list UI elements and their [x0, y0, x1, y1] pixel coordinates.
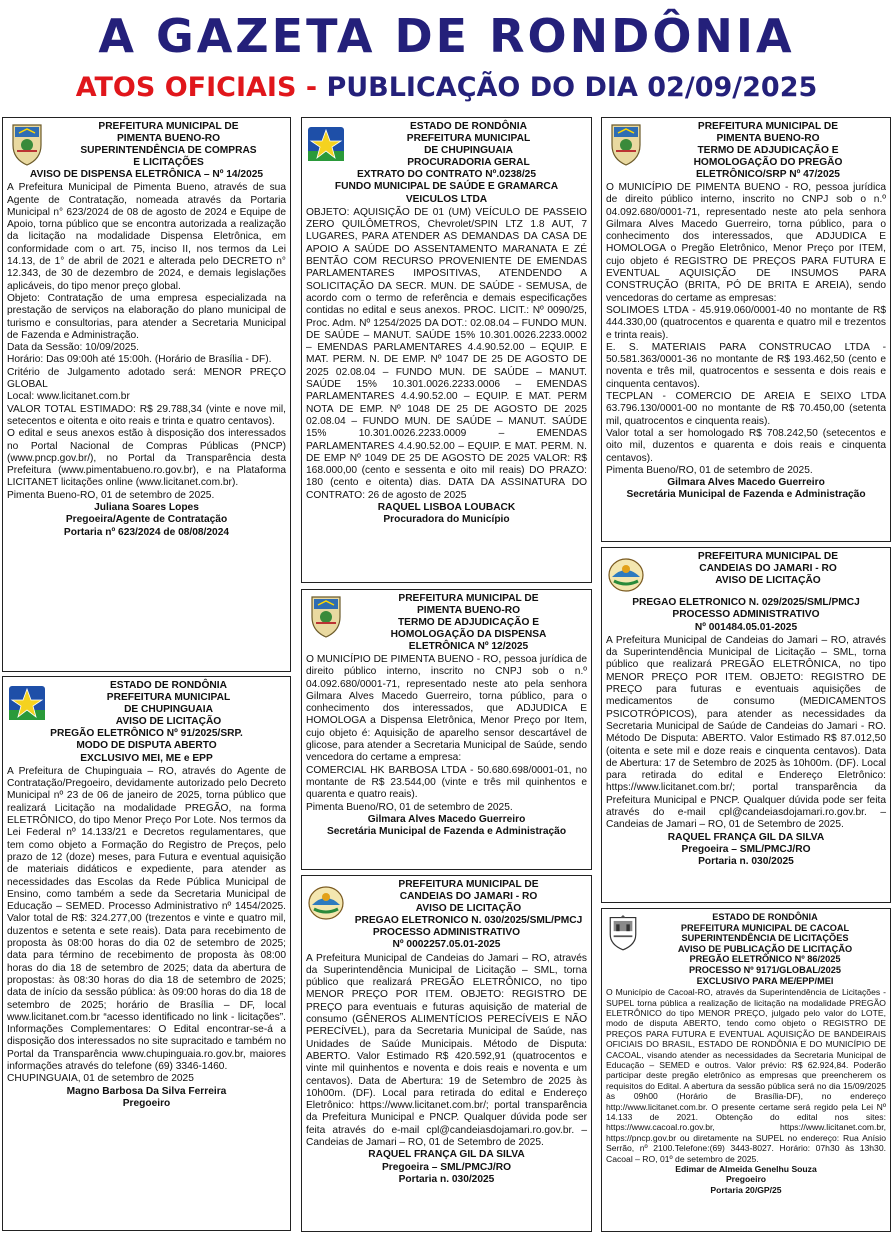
signer-name: Edimar de Almeida Genelhu Souza	[675, 1164, 817, 1175]
header-line: HOMOLOGAÇÃO DA DISPENSA	[390, 629, 547, 640]
signature-block	[7, 1086, 286, 1111]
header-line: SUPERINTENDÊNCIA DE COMPRAS	[80, 145, 257, 156]
header-line: EXCLUSIVO MEI, ME e EPP	[80, 752, 213, 764]
header-line: PREFEITURA MUNICIPAL DE	[398, 879, 539, 890]
paragraph: O edital e seus anexos estão à disposição dos interessados no Portal Nacional de Compras Públicas (PNCP) (www.pncp.gov.br/), no Portal da Transparência desta Prefeitura (www.pimentabueno.ro.gov.br), e na Plataforma LICITANET licitações online (www.licitanet.com.br).	[7, 428, 286, 489]
paragraph: O MUNICÍPIO DE PIMENTA BUENO - RO, pessoa jurídica de direito público interno, inscrito no CNPJ sob o n.º 04.092.680/0001-71, representado neste ato pela senhora Gilmara Alves Macedo Guerreiro, torna público, para o conhecimento dos interessados, que ADJUDICA E HOMOLOGA o Pregão Eletrônico, Menor Preço por ITEM, cujo objeto é REGISTRO DE PREÇOS PARA FUTURA E EVENTUAL AQUISIÇÃO DE INSUMOS PARA CONSTRUÇÃO (BRITA, PÓ DE BRITA E AREIA), sendo vencedoras do certame as empresas:	[606, 182, 886, 304]
paragraph: A Prefeitura Municipal de Pimenta Bueno, através de sua Agente de Contratação, nomeada através da Portaria Municipal n° 623/2024 de 08 de agosto de 2024 e Equipe de Apoio, torna público que se encontra autorizada a realização da licitação na modalidade Dispensa Eletrônica, em conformidade com o art. 75, inciso II, nos termos da Lei 14.13, de 1° de abril de 2021 e alterada pelo DECRETO n° 12.343, de 30 de dezembro de 2024, e demais legislações aplicáveis, do tipo menor preço global.	[7, 182, 286, 292]
notice-body	[7, 766, 286, 1086]
signer-ordinance: Portaria n. 030/2025	[398, 1173, 495, 1185]
signer-name: RAQUEL LISBOA LOUBACK	[377, 502, 516, 514]
paragraph: O Município de Cacoal-RO, através da Superintendência de Licitações - SUPEL torna pública a realização de licitação na modalidade PREGÃO ELETRÔNICO do tipo MENOR PREÇO, julgado pelo valor do LOTE, modo de disputa ABERTO, tendo como objeto o REGISTRO DE PREÇOS PARA FUTURA E EVENTUAL AQUISIÇÃO DE BANDEIRAIS OFICIAIS DO BRASIL, ESTADO DE RONDÔNIA E DO MUNICÍPIO DE CACOAL, visando atender as necessidades da Secretaria Municipal de Educação – SEMED e outros. Valor prévio: R$ 62.924,84. Poderão participar deste pregão eletrônico as empresas que preencherem os requisitos do Edital. A abertura da sessão pública será no dia 15/09/2025 às 09h00 (Horário de Brasília-DF), no endereço http://www.licitanet.com.br. O presente certame será regido pela Lei Nº 14.133 de 2021. Obtenção do edital nos sites: https://www.cacoal.ro.gov.br, https://www.licitanet.com.br, https://pncp.gov.br ou diretamente na SUPEL no endereço: Rua Anísio Serrão, nº 2100.Telefone:(69) 3443-8027. Horário: 07h30 às 13h30. Cacoal – RO, 01º de setembro de 2025.	[606, 987, 886, 1164]
signer-role: Pregoeiro	[122, 1097, 171, 1109]
paragraph: Critério de Julgamento adotado será: MENOR PREÇO GLOBAL	[7, 366, 286, 391]
paragraph: A Prefeitura Municipal de Candeias do Jamari – RO, através da Superintendência Municipal de Licitação – SML, torna público que realizará PREGÃO ELETRÔNICA, no tipo MENOR PREÇO POR ITEM. OBJETO: REGISTRO DE PREÇO para futuras e eventuais aquisições de medicamentos de consumo (MEDICAMENTOS PSICOTRÓPICOS), para atender as necessidades da Secretaria Municipal de Saúde de Candeias do Jamari - RO. Método De Disputa: ABERTO. Valor Estimado R$ 87.012,50 (oitenta e sete mil e doze reais e cinquenta centavos). Data de Abertura: 17 de Setembro de 2025 às 10h00m. (DF). Local para retirada do edital e Endereço Eletrônico: https://www.licitanet.com.br/; portal transparência da Prefeitura Municipal e PNCP. Qualquer dúvida pode ser feita através do e-mail cpl@candeiasdojamari.ro.gov.br. – Candeias de Jamari – RO, 01 de Setembro de 2025.	[606, 634, 886, 831]
header-line: TERMO DE ADJUDICAÇÃO E	[697, 145, 839, 156]
signature-block	[606, 1164, 886, 1195]
paragraph: A Prefeitura de Chupinguaia – RO, através do Agente de Contratação/Pregoeiro, devidamente autorizado pelo Decreto Municipal nº 23 de 06 de janeiro de 2025, torna público que realizará Licitação na modalidade PREGÃO, na forma ELETRÔNICO, do tipo Menor Preço Por Lote. Nos termos da Lei Federal nº 14.133/21 e Decretos regulamentares, que tem como objeto a Formação do Registro de Preços, pelo prazo de 12 (doze) meses, para Futura e eventual aquisição de materiais didáticos e expediente, para atender as necessidades das Escolas da Rede Pública Municipal de Ensino, como também a sede da Secretaria Municipal de Educação – SEMED. Processo Administrativo nº 1454/2025. Valor total de R$: 324.277,00 (trezentos e vinte e quatro mil, duzentos e setenta e sete reais). Data para recebimento de proposta às 08:00 horas do dia 02 de setembro de 2025; data para término de recebimento de proposta às 08:00 horas do dia 18 de setembro de 2025; data da abertura de propostas: às 08:30 horas do dia 18 de setembro de 2025; data de início da sessão pública: às 09:00 horas do dia 18 de setembro de 2025; horário de Brasília – DF, local www.licitanet.com.br “acesso identificado no link - licitações”. Informações Complementares: O Edital encontrar-se-á a disposição dos interessados no site supracitado e também no Portal da Transparência www.chupinguaia.ro.gov.br, maiores informações através do telefone (69) 3346-1460.	[7, 765, 286, 1073]
notice-candeias-pregao-030	[301, 875, 592, 1232]
notice-pimenta-bueno-homologacao-dispensa-12	[301, 589, 592, 870]
header-line: HOMOLOGAÇÃO DO PREGÃO	[693, 157, 843, 168]
header-line: PREFEITURA MUNICIPAL DE	[697, 121, 839, 132]
header-line: DE CHUPINGUAIA	[124, 704, 213, 715]
signer-role: Pregoeiro	[725, 1174, 767, 1185]
signer-name: RAQUEL FRANÇA GIL DA SILVA	[667, 831, 825, 843]
paragraph: Objeto: Contratação de uma empresa especializada na prestação de serviços na elaboração do plano municipal de turismo e consultorias, para atender a Secretaria Municipal de Fazenda e Administração.	[7, 292, 286, 341]
signer-name: Gilmara Alves Macedo Guerreiro	[667, 477, 825, 489]
pimenta-bueno-crest-icon	[306, 593, 346, 639]
notice-body	[306, 953, 587, 1150]
paragraph: E. S. MATERIAIS PARA CONSTRUCAO LTDA - 50.581.363/0001-36 no montante de R$ 193.462,50 (cento e noventa e três mil, quatrocentos e sessenta e dois reais e cinquenta centavos).	[606, 341, 886, 390]
rondonia-star-icon	[306, 121, 346, 167]
candeias-crest-icon	[306, 879, 346, 925]
header-line: PREGAO ELETRONICO N. 029/2025/SML/PMCJ	[632, 597, 860, 608]
notice-header	[650, 121, 886, 181]
signature-block	[306, 1149, 587, 1186]
notice-title	[306, 169, 587, 206]
signature-block	[606, 477, 886, 502]
candeias-crest-icon	[606, 551, 646, 597]
notice-body	[606, 987, 886, 1164]
header-line: E LICITAÇÕES	[133, 157, 204, 168]
header-line: PIMENTA BUENO-RO	[116, 133, 220, 144]
notice-title	[306, 927, 587, 952]
notice-header	[650, 551, 886, 587]
newspaper-title: A GAZETA DE RONDÔNIA	[98, 9, 795, 63]
paragraph: COMERCIAL HK BARBOSA LTDA - 50.680.698/0001-01, no montante de R$ 23.544,00 (vinte e três mil quinhentos e quarenta e quatro reais).	[306, 764, 587, 801]
header-line: EXCLUSIVO PARA ME/EPP/MEI	[696, 975, 834, 986]
paragraph: O MUNICÍPIO DE PIMENTA BUENO - RO, pessoa jurídica de direito público interno, inscrito no CNPJ sob o n.º 04.092.680/0001-71, representado neste ato pela senhora Gilmara Alves Macedo Guerreiro, torna público, para o conhecimento dos interessados, que ADJUDICA E HOMOLOGA a Dispensa Eletrônica, Menor Preço por Item, cujo objeto é: Aquisição de aparelho sensor descartável de glicose, para atender a Secretaria Municipal de Saúde, sendo vencedora do certame a empresa:	[306, 654, 587, 764]
header-line: PREFEITURA MUNICIPAL	[406, 133, 531, 144]
header-line: PROCESSO ADMINISTRATIVO	[372, 927, 521, 938]
paragraph: OBJETO: AQUISIÇÃO DE 01 (UM) VEÍCULO DE PASSEIO ZERO QUILÔMETROS, Chevrolet/SPIN LTZ 1.8 AUT, 7 LUGARES, PARA ATENDER AS DEMANDAS DA CASA DE APOIO A SAÚDE DO ASSENTAMENTO MARANATA E ZÉ BENTÃO COM RECURSO PROVENIENTE DE EMENDAS PARLAMENTARES IMPOSITIVAS, ATENDENDO A SOLICITAÇÃO DA SECR. MUN. DE SAÚDE - SEMUSA, de acordo com o termo de referência e demais especificações contidas no edital e seus anexos. PROC. LICIT.: Nº 0090/25, Proc. Adm. Nº 1254/2025 DA DOT.: 02.08.04 – FUNDO MUN. DE SAÚDE – MANUT. SAÚDE 15% 10.301.0026.2233.0002 – EMENDAS PARLAMENTARES 4.4.90.52.00 – EQUIP. E MAT. PERM. N. DE EMP. Nº 1047 DE 25 DE AGOSTO DE 2025 02.08.04 – FUNDO MUN. DE SAÚDE – MANUT. SAÚDE 15% 10.301.0026.2233.0006 – EMENDAS PARLAMENTARES 4.4.90.52.00 – EQUIP. E MAT. PERM NOTA DE EMP. Nº 1048 DE 25 DE AGOSTO DE 2025 02.08.04 – FUNDO MUN. DE SAÚDE – MANUT. SAÚDE 15% 10.301.0026.2233.0009 – EMENDAS PARLAMENTARES 4.4.90.52.00 – EQUIP. E MAT. PERM. N. DE EMP Nº 1049 DE 25 DE AGOSTO DE 2025 VALOR: R$ 168.000,00 (cento e sessenta e oito mil reais) DO PRAZO: 180 (cento e oitenta) dias. DATA DA ASSINATURA DO CONTRATO: 26 de agosto de 2025	[306, 206, 587, 501]
notice-candeias-pregao-029	[601, 547, 891, 903]
signer-role: Pregoeira – SML/PMCJ/RO	[681, 843, 811, 855]
notice-title	[606, 597, 886, 634]
notice-pimenta-bueno-homologacao-pregao-47	[601, 117, 891, 542]
signer-ordinance: Portaria nº 623/2024 de 08/08/2024	[63, 526, 230, 538]
paragraph: VALOR TOTAL ESTIMADO: R$ 29.788,34 (vinte e nove mil, setecentos e oitenta e oito reais e trinta e quatro centavos).	[7, 403, 286, 427]
paragraph: Local: www.licitanet.com.br	[7, 391, 130, 403]
header-line: ESTADO DE RONDÔNIA	[110, 680, 227, 691]
notice-cacoal-pregao-86	[601, 908, 891, 1232]
header-line: PROCESSO ADMINISTRATIVO	[672, 609, 820, 621]
signer-name: RAQUEL FRANÇA GIL DA SILVA	[368, 1149, 525, 1161]
signer-role: Procuradora do Município	[383, 514, 510, 526]
header-line: Nº 001484.05.01-2025	[694, 621, 798, 633]
signer-name: Magno Barbosa Da Silva Ferreira	[66, 1085, 227, 1097]
paragraph: Pimenta Bueno/RO, 01 de setembro de 2025.	[606, 464, 813, 476]
notice-title	[7, 728, 286, 765]
notice-pimenta-bueno-dispensa-14	[2, 117, 291, 672]
header-line: PREFEITURA MUNICIPAL DE	[398, 593, 539, 604]
header-line: EXTRATO DO CONTRATO Nº.0238/25	[356, 169, 537, 180]
rondonia-star-icon	[7, 680, 47, 726]
signer-role: Secretária Municipal de Fazenda e Administração	[626, 489, 866, 501]
paragraph: Pimenta Bueno/RO, 01 de setembro de 2025.	[306, 801, 513, 813]
notice-header	[350, 879, 587, 927]
header-line: MODO DE DISPUTA ABERTO	[76, 740, 217, 752]
paragraph: Pimenta Bueno-RO, 01 de setembro de 2025.	[7, 489, 215, 501]
signer-role: Secretária Municipal de Fazenda e Administração	[326, 826, 567, 838]
notice-body	[7, 182, 286, 502]
notice-header	[644, 912, 886, 986]
header-line: VEICULOS LTDA	[405, 193, 488, 205]
notice-body	[306, 654, 587, 814]
signer-role: Pregoeira/Agente de Contratação	[65, 514, 228, 526]
header-line: ESTADO DE RONDÔNIA	[410, 121, 527, 132]
header-line: DE CHUPINGUAIA	[424, 145, 513, 156]
publication-date-label: PUBLICAÇÃO DO DIA 02/09/2025	[326, 72, 818, 103]
paragraph: TECPLAN - COMERCIO DE AREIA E SEIXO LTDA 63.796.130/0001-00 no montante de R$ 70.450,00 (setenta mil, quatrocentos e cinquenta reais).	[606, 391, 886, 427]
separator: -	[296, 72, 327, 103]
cacoal-crest-icon	[606, 912, 640, 952]
notice-chupinguaia-pregao-91	[2, 676, 291, 1231]
signature-block	[306, 814, 587, 839]
header-line: FUNDO MUNICIPAL DE SAÚDE E GRAMARCA	[334, 181, 559, 193]
masthead	[0, 0, 893, 112]
notice-header	[51, 680, 286, 728]
paragraph: A Prefeitura Municipal de Candeias do Jamari – RO, através da Superintendência Municipal de Licitação – SML, torna público que realizará PREGÃO ELETRÔNICO, no tipo MENOR PREÇO POR ITEM. OBJETO: REGISTRO DE PREÇO para eventuais e futuras aquisição de material de consumo (GÊNEROS ALIMENTÍCIOS PERECÍVEIS E NÃO PERECÍVEL), para da Secretaria Municipal de Saúde, nas Unidades de Saúde Municipais. Método de Disputa: ABERTO. Valor Estimado R$ 420.592,91 (quatrocentos e vinte mil quinhentos e noventa e dois reais e noventa e um centavos). Data de Abertura: 19 de Setembro de 2025 às 10h00m. (DF). Local para retirada do edital e Endereço Eletrônico: https://www.licitanet.com.br/; portal transparência da Prefeitura Municipal e PNCP. Qualquer dúvida pode ser feita através do e-mail cpl@candeiasdojamari.ro.gov.br. – Candeias de Jamari – RO, 01 de Setembro de 2025.	[306, 952, 587, 1149]
notice-body	[606, 182, 886, 477]
header-line: Nº 0002257.05.01-2025	[392, 939, 501, 951]
header-line: PREFEITURA MUNICIPAL DE CACOAL	[680, 922, 850, 933]
paragraph: CHUPINGUAIA, 01 de setembro de 2025	[7, 1073, 194, 1085]
publication-line	[0, 68, 893, 111]
notice-chupinguaia-extrato-contrato	[301, 117, 592, 583]
paragraph: Horário: Das 09:00h até 15:00h. (Horário de Brasília - DF).	[7, 354, 272, 366]
header-line: PREFEITURA MUNICIPAL	[106, 692, 231, 703]
pimenta-bueno-crest-icon	[7, 121, 47, 167]
header-line: CANDEIAS DO JAMARI - RO	[399, 891, 538, 902]
notice-body	[606, 635, 886, 832]
header-line: AVISO DE LICITAÇÃO	[415, 903, 522, 914]
header-line: ESTADO DE RONDÔNIA	[712, 912, 818, 922]
paragraph: Valor total a ser homologado R$ 708.242,50 (setecentos e oito mil, duzentos e quarenta e dois reais e cinquenta centavos).	[606, 427, 886, 464]
notice-header	[51, 121, 286, 169]
header-line: PREGÃO ELETRÔNICO Nº 91/2025/SRP.	[50, 728, 243, 739]
header-line: PROCURADORIA GERAL	[407, 157, 530, 168]
signer-ordinance: Portaria 20/GP/25	[710, 1184, 782, 1195]
section-label: ATOS OFICIAIS	[75, 72, 297, 103]
header-line: PREGAO ELETRONICO N. 030/2025/SML/PMCJ	[354, 915, 583, 926]
signature-block	[7, 502, 286, 539]
notice-header	[350, 121, 587, 169]
header-line: ELETRÔNICO/SRP Nº 47/2025	[696, 169, 840, 180]
signer-name: Juliana Soares Lopes	[94, 502, 199, 514]
header-line: SUPERINTENDÊNCIA DE LICITAÇÕES	[681, 933, 849, 944]
notice-body	[306, 207, 587, 502]
header-line: AVISO DE PUBLICAÇÃO DE LICITAÇÃO	[677, 943, 853, 954]
signature-block	[306, 502, 587, 527]
header-line: ELETRÔNICA Nº 12/2025	[408, 641, 529, 652]
signer-ordinance: Portaria n. 030/2025	[698, 856, 794, 868]
header-line: PREGÃO ELETRÔNICO Nº 86/2025	[689, 954, 841, 965]
signature-block	[606, 832, 886, 869]
notice-header	[350, 593, 587, 653]
header-line: PIMENTA BUENO-RO	[716, 133, 820, 144]
pimenta-bueno-crest-icon	[606, 121, 646, 167]
paragraph: SOLIMOES LTDA - 45.919.060/0001-40 no montante de R$ 444.330,00 (quatrocentos e quarenta e quatro mil e trezentos e trinta reais).	[606, 304, 886, 341]
header-line: PREFEITURA MUNICIPAL DE	[697, 551, 839, 562]
header-line: PROCESSO Nº 9171/GLOBAL/2025	[689, 964, 841, 975]
notice-title: AVISO DE DISPENSA ELETRÔNICA – Nº 14/2025	[29, 169, 264, 180]
header-line: CANDEIAS DO JAMARI - RO	[699, 563, 837, 574]
header-line: AVISO DE LICITAÇÃO	[715, 575, 821, 586]
signer-role: Pregoeira – SML/PMCJ/RO	[381, 1161, 512, 1173]
header-line: TERMO DE ADJUDICAÇÃO E	[397, 617, 540, 628]
paragraph: Data da Sessão: 10/09/2025.	[7, 342, 139, 354]
signer-name: Gilmara Alves Macedo Guerreiro	[367, 813, 526, 825]
header-line: PIMENTA BUENO-RO	[416, 605, 520, 616]
header-line: AVISO DE LICITAÇÃO	[115, 716, 222, 727]
header-line: PREFEITURA MUNICIPAL DE	[98, 121, 239, 132]
